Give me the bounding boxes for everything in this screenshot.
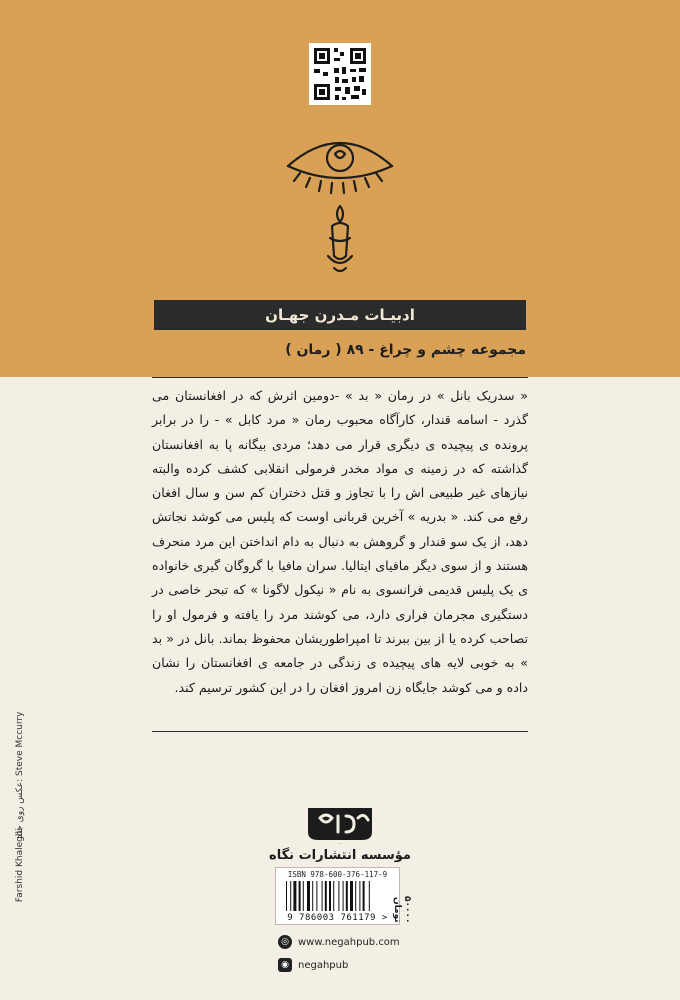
series-subtitle: مجموعه چشم و چراغ - ۸۹ ( رمان ) (285, 342, 526, 358)
publisher-name: مؤسسه انتشارات نگاه (269, 848, 411, 863)
isbn-barcode-block (275, 867, 400, 925)
qr-code-icon (309, 43, 371, 105)
divider-bottom (152, 731, 528, 732)
isbn-label: ISBN 978-600-376-117-9 (287, 870, 388, 879)
website-link[interactable]: www.negahpub.com (298, 936, 400, 948)
instagram-icon: ◉ (278, 958, 292, 972)
back-cover-blurb (152, 384, 528, 700)
instagram-row[interactable] (278, 958, 348, 972)
series-title: ادبیـات مـدرن جهـان (265, 306, 415, 324)
blurb-text: « سدریک بانل » در رمان « بد » -دومین اثرش که در افغانستان می گذرد - اسامه قندار، کارآگاه محبوب رمان « مرد کابل » - را در برابر پرونده ی پیچیده ی دیگری قرار می دهد؛ مردی بیگانه پا به افغانستان گذاشته که در زمینه ی مواد مخدر فرمولی انقلابی کشف کرده والبته نیازهای غیر طبیعی اش را با تجاوز و قتل دختران کم سن و سال افغان رفع می کند. « بدریه » آخرین قربانی اوست که پلیس می کوشد نجاتش دهد، از یک سو قندار و گروهش به دنبال به دام انداختن این مرد منحرف هستند و از سوی دیگر مافیای ایتالیا. سران مافیا با گروگان گیری خانواده ی یک پلیس قدیمی فرانسوی به نام « نیکول لاگونا » که تبحر خاصی در دستگیری مجرمان فراری دارد، می کوشند مرد را یافته و فرمول او را تصاحب کرده یا از بین ببرند تا امپراطوریشان محفوظ بماند. بانل در « بد » به خوبی لایه های پیچیده ی زندگی در جامعه ی افغانستان را نشان داده و می کوشد جایگاه زن امروز افغان را در این کشور ترسیم کند. (152, 388, 528, 695)
barcode-digits: 9 786003 761179 > (287, 913, 388, 923)
negah-logo-icon (300, 802, 380, 846)
website-row[interactable] (278, 935, 400, 949)
instagram-handle[interactable]: negahpub (298, 959, 349, 971)
logo-text: نگاه (339, 844, 341, 845)
price-label: ۵۰۰۰۰ تومان (392, 895, 412, 923)
eye-lamp-emblem-icon (280, 118, 400, 288)
barcode-icon (284, 881, 393, 911)
globe-icon: ◎ (278, 935, 292, 949)
series-title-band (154, 300, 526, 330)
divider-top (152, 377, 528, 378)
cover-photo-credit: عکس روی جلد: Steve Mccurry (15, 711, 25, 839)
designer-credit: Farshid Khaleghi (15, 827, 25, 903)
